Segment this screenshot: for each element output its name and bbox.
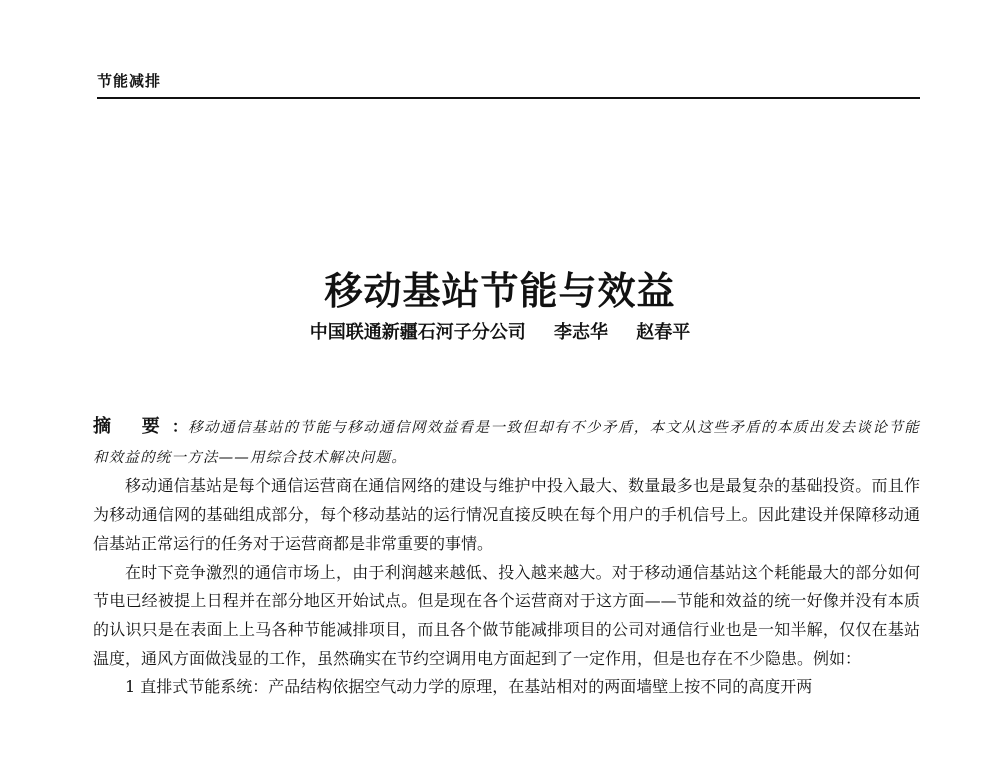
- body-paragraph-2: 在时下竞争激烈的通信市场上，由于利润越来越低、投入越来越大。对于移动通信基站这个耗能最大的部分如何节电已经被提上日程并在部分地区开始试点。但是现在各个运营商对于这方面——节能和效益的统一好像并没有本质的认识只是在表面上上马各种节能减排项目，而且各个做节能减排项目的公司对通信行业也是一知半解，仅仅在基站温度，通风方面做浅显的工作，虽然确实在节约空调用电方面起到了一定作用，但是也存在不少隐患。例如：: [93, 562, 920, 668]
- article-title: 移动基站节能与效益: [324, 269, 676, 313]
- header-rule: [97, 97, 920, 99]
- author-1: 李志华: [554, 322, 608, 343]
- author-2: 赵春平: [636, 322, 691, 343]
- running-head: 节能减排: [97, 72, 162, 90]
- abstract-label: 摘 要: [93, 416, 172, 437]
- abstract-colon: ：: [171, 417, 189, 436]
- affiliation: 中国联通新疆石河子分公司: [309, 322, 526, 343]
- body-paragraph-3: 1 直排式节能系统：产品结构依据空气动力学的原理，在基站相对的两面墙壁上按不同的高度开两: [125, 677, 813, 697]
- body-paragraph-1: 移动通信基站是每个通信运营商在通信网络的建设与维护中投入最大、数量最多也是最复杂的基础投资。而且作为移动通信网的基础组成部分，每个移动基站的运行情况直接反映在每个用户的手机信号上。因此建设并保障移动通信基站正常运行的任务对于运营商都是非常重要的事情。: [93, 476, 920, 553]
- abstract-text: 移动通信基站的节能与移动通信网效益看是一致但却有不少矛盾，本文从这些矛盾的本质出发去谈论节能和效益的统一方法——用综合技术解决问题。: [93, 420, 920, 466]
- article-body: [93, 413, 920, 702]
- abstract: [93, 413, 920, 472]
- byline: [0, 318, 1000, 344]
